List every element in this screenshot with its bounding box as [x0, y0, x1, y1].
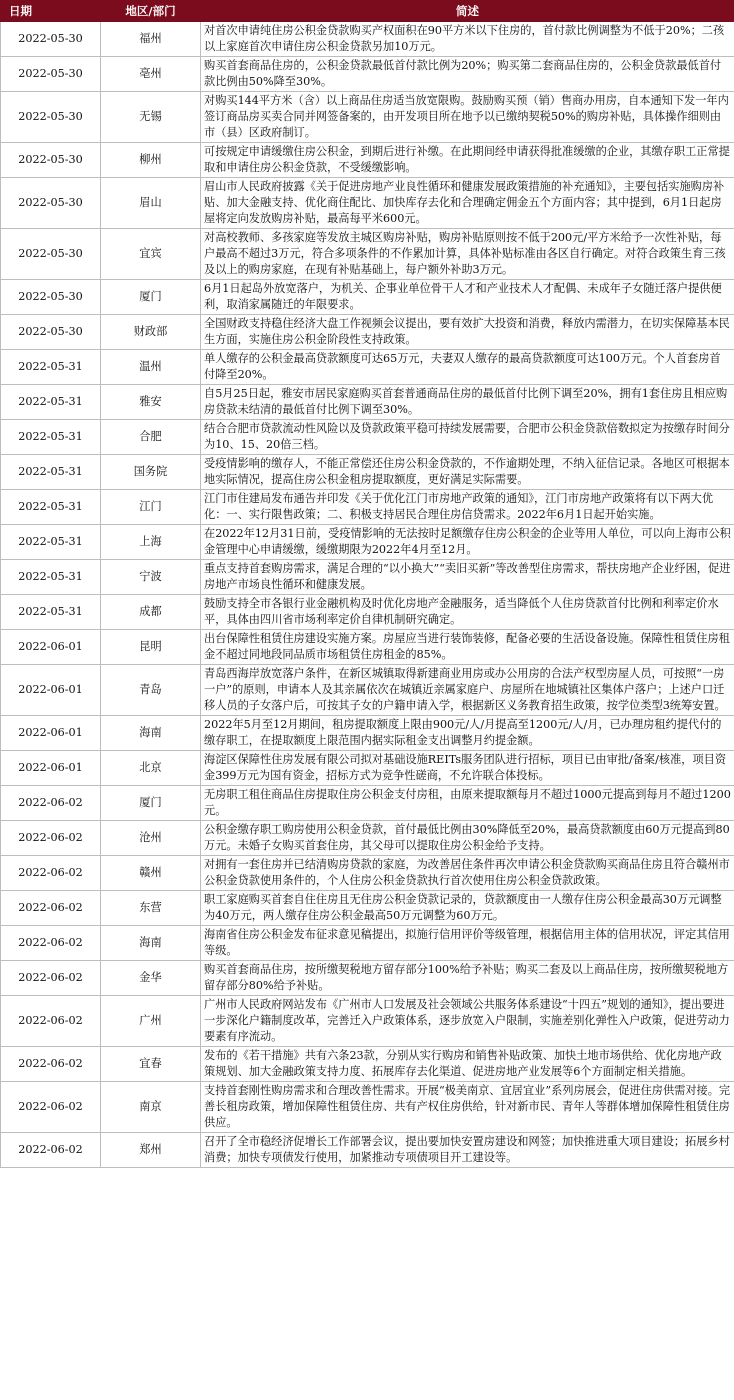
row-description: 职工家庭购买首套自住住房且无住房公积金贷款记录的，贷款额度由一人缴存住房公积金最高30万元调整为40万元，两人缴存住房公积金最高50万元调整为60万元。	[201, 891, 734, 926]
table-row	[1, 891, 734, 926]
row-description: 结合合肥市贷款流动性风险以及贷款政策平稳可持续发展需要，合肥市公积金贷款倍数拟定为按缴存时间分为10、15、20倍三档。	[201, 420, 734, 455]
row-region: 合肥	[101, 420, 201, 455]
row-description: 受疫情影响的缴存人，不能正常偿还住房公积金贷款的，不作逾期处理，不纳入征信记录。各地区可根据本地实际情况，提高住房公积金租房提取额度，更好满足实际需要。	[201, 455, 734, 490]
row-region: 财政部	[101, 315, 201, 350]
row-date: 2022-05-30	[1, 280, 101, 315]
row-date: 2022-05-31	[1, 385, 101, 420]
table-row	[1, 751, 734, 786]
row-description: 6月1日起岛外放宽落户，为机关、企事业单位骨干人才和产业技术人才配偶、未成年子女随迁落户提供便利，取消家属随迁的年限要求。	[201, 280, 734, 315]
row-region: 江门	[101, 490, 201, 525]
table-row	[1, 143, 734, 178]
row-description: 自5月25日起，雅安市居民家庭购买首套普通商品住房的最低首付比例下调至20%，拥有1套住房且相应购房贷款未结清的最低首付比例下调至30%。	[201, 385, 734, 420]
row-region: 海南	[101, 716, 201, 751]
row-description: 在2022年12月31日前，受疫情影响的无法按时足额缴存住房公积金的企业等用人单位，可以向上海市公积金管理中心申请缓缴，缓缴期限为2022年4月至12月。	[201, 525, 734, 560]
row-description: 无房职工租住商品住房提取住房公积金支付房租，由原来提取额每月不超过1000元提高到每月不超过1200元。	[201, 786, 734, 821]
row-region: 厦门	[101, 786, 201, 821]
row-date: 2022-05-30	[1, 229, 101, 280]
table-row	[1, 229, 734, 280]
row-date: 2022-06-02	[1, 891, 101, 926]
row-date: 2022-05-30	[1, 22, 101, 57]
row-date: 2022-05-31	[1, 455, 101, 490]
row-region: 厦门	[101, 280, 201, 315]
row-date: 2022-05-31	[1, 420, 101, 455]
row-date: 2022-06-02	[1, 821, 101, 856]
row-region: 沧州	[101, 821, 201, 856]
row-date: 2022-06-01	[1, 751, 101, 786]
row-description: 对拥有一套住房并已结清购房贷款的家庭，为改善居住条件再次申请公积金贷款购买商品住房且符合赣州市公积金贷款使用条件的，个人住房公积金贷款执行首次使用住房公积金贷款政策。	[201, 856, 734, 891]
table-row	[1, 92, 734, 143]
table-row	[1, 385, 734, 420]
row-region: 北京	[101, 751, 201, 786]
row-date: 2022-06-02	[1, 926, 101, 961]
row-region: 昆明	[101, 630, 201, 665]
row-description: 江门市住建局发布通告并印发《关于优化江门市房地产政策的通知》，江门市房地产政策将有以下两大优化：一、实行限售政策；二、积极支持居民合理住房信贷需求。2022年6月1日起开始实施。	[201, 490, 734, 525]
row-description: 眉山市人民政府披露《关于促进房地产业良性循环和健康发展政策措施的补充通知》，主要包括实施购房补贴、加大金融支持、优化商住配比、加快库存去化和合理确定佣金五个方面内容；其中提到，6月1日起房屋将定向发放购房补贴，最高每平米600元。	[201, 178, 734, 229]
row-date: 2022-06-02	[1, 1133, 101, 1168]
row-description: 广州市人民政府网站发布《广州市人口发展及社会领域公共服务体系建设“十四五”规划的通知》，提出要进一步深化户籍制度改革，完善迁入户政策体系，逐步放宽入户限制，实施差别化弹性入户政策，促进劳动力要素有序流动。	[201, 996, 734, 1047]
row-description: 召开了全市稳经济促增长工作部署会议，提出要加快安置房建设和网签；加快推进重大项目建设；拓展乡村消费；加快专项债发行使用，加紧推动专项债项目开工建设等。	[201, 1133, 734, 1168]
row-region: 国务院	[101, 455, 201, 490]
row-description: 对高校教师、多孩家庭等发放主城区购房补贴，购房补贴原则按不低于200元/平方米给予一次性补贴，每户最高不超过3万元，符合多项条件的不作累加计算，具体补贴标准由各区自行确定。对符合政策生育三孩及以上的购房家庭，在现有补贴基础上，每户额外补助3万元。	[201, 229, 734, 280]
column-header-date: 日期	[1, 1, 101, 22]
row-description: 购买首套商品住房的，公积金贷款最低首付款比例为20%；购买第二套商品住房的，公积金贷款最低首付款比例由50%降至30%。	[201, 57, 734, 92]
table-body	[1, 22, 734, 1168]
row-region: 成都	[101, 595, 201, 630]
row-description: 青岛西海岸放宽落户条件，在新区城镇取得新建商业用房或办公用房的合法产权型房屋人员，可按照“一房一户”的原则，申请本人及其亲属依次在城镇近亲属家庭户、房屋所在地城镇社区集体户落户；上述户口迁移人员的子女落户后，可按其子女的户籍申请入学，根据新区义务教育招生政策，按学位类型3统筹安置。	[201, 665, 734, 716]
table-row	[1, 786, 734, 821]
table-row	[1, 490, 734, 525]
row-date: 2022-05-31	[1, 595, 101, 630]
row-date: 2022-06-02	[1, 786, 101, 821]
row-region: 福州	[101, 22, 201, 57]
row-region: 郑州	[101, 1133, 201, 1168]
row-description: 对首次申请纯住房公积金贷款购买产权面积在90平方米以下住房的，首付款比例调整为不低于20%；二孩以上家庭首次申请住房公积金贷款另加10万元。	[201, 22, 734, 57]
row-description: 支持首套刚性购房需求和合理改善性需求。开展“极美南京、宜居宜业”系列房展会，促进住房供需对接。完善长租房政策，增加保障性租赁住房、共有产权住房供给，针对新市民、青年人等群体增加保障性租赁住房供应。	[201, 1082, 734, 1133]
row-region: 上海	[101, 525, 201, 560]
row-region: 金华	[101, 961, 201, 996]
row-date: 2022-06-01	[1, 716, 101, 751]
table-row	[1, 630, 734, 665]
row-description: 发布的《若干措施》共有六条23款，分别从实行购房和销售补贴政策、加快土地市场供给、优化房地产政策规划、加大金融政策支持力度、拓展库存去化渠道、促进房地产业发展等6个方面制定相关措施。	[201, 1047, 734, 1082]
row-region: 赣州	[101, 856, 201, 891]
table-header-row	[1, 1, 734, 22]
row-region: 南京	[101, 1082, 201, 1133]
row-date: 2022-06-01	[1, 665, 101, 716]
row-date: 2022-05-31	[1, 490, 101, 525]
row-region: 宁波	[101, 560, 201, 595]
table-row	[1, 22, 734, 57]
table-row	[1, 961, 734, 996]
row-description: 出台保障性租赁住房建设实施方案。房屋应当进行装饰装修，配备必要的生活设备设施。保障性租赁住房租金不超过同地段同品质市场租赁住房租金的85%。	[201, 630, 734, 665]
table-row	[1, 178, 734, 229]
row-region: 柳州	[101, 143, 201, 178]
row-description: 海南省住房公积金发布征求意见稿提出，拟施行信用评价等级管理，根据信用主体的信用状况，评定其信用等级。	[201, 926, 734, 961]
table-row	[1, 821, 734, 856]
row-date: 2022-06-02	[1, 1082, 101, 1133]
row-date: 2022-05-30	[1, 92, 101, 143]
row-region: 东营	[101, 891, 201, 926]
table-row	[1, 280, 734, 315]
row-description: 全国财政支持稳住经济大盘工作视频会议提出，要有效扩大投资和消费，释放内需潜力，在切实保障基本民生方面，实施住房公积金阶段性支持政策。	[201, 315, 734, 350]
row-region: 青岛	[101, 665, 201, 716]
table-row	[1, 525, 734, 560]
row-date: 2022-06-02	[1, 1047, 101, 1082]
row-region: 海南	[101, 926, 201, 961]
row-date: 2022-06-01	[1, 630, 101, 665]
column-header-region: 地区/部门	[101, 1, 201, 22]
table-row	[1, 1082, 734, 1133]
row-region: 亳州	[101, 57, 201, 92]
table-row	[1, 996, 734, 1047]
row-date: 2022-05-31	[1, 560, 101, 595]
row-date: 2022-05-30	[1, 315, 101, 350]
table-row	[1, 856, 734, 891]
row-region: 眉山	[101, 178, 201, 229]
table-row	[1, 595, 734, 630]
row-description: 重点支持首套购房需求，满足合理的“以小换大”“卖旧买新”等改善型住房需求，帮扶房地产企业纾困，促进房地产市场良性循环和健康发展。	[201, 560, 734, 595]
table-row	[1, 926, 734, 961]
table-row	[1, 1133, 734, 1168]
table-row	[1, 315, 734, 350]
row-description: 可按规定申请缓缴住房公积金，到期后进行补缴。在此期间经申请获得批准缓缴的企业，其缴存职工正常提取和申请住房公积金贷款，不受缓缴影响。	[201, 143, 734, 178]
row-description: 公积金缴存职工购房使用公积金贷款，首付最低比例由30%降低至20%，最高贷款额度由60万元提高到80万元。未婚子女购买首套住房，其父母可以提取住房公积金给予支持。	[201, 821, 734, 856]
row-region: 宜春	[101, 1047, 201, 1082]
table-row	[1, 350, 734, 385]
table-row	[1, 57, 734, 92]
row-description: 2022年5月至12月期间，租房提取额度上限由900元/人/月提高至1200元/人/月，已办理房租约提代付的缴存职工，在提取额度上限范围内据实际租金支出调整月约提金额。	[201, 716, 734, 751]
row-date: 2022-05-30	[1, 143, 101, 178]
table-row	[1, 455, 734, 490]
row-description: 鼓励支持全市各银行业金融机构及时优化房地产金融服务，适当降低个人住房贷款首付比例和利率定价水平，具体由四川省市场利率定价自律机制研究确定。	[201, 595, 734, 630]
row-description: 对购买144平方米（含）以上商品住房适当放宽限购。鼓励购买预（销）售商办用房，自本通知下发一年内签订商品房买卖合同并网签备案的，由开发项目所在地予以已缴纳契税50%的购房补贴，具体操作细则由市（县）区政府制订。	[201, 92, 734, 143]
row-date: 2022-05-30	[1, 178, 101, 229]
table-row	[1, 420, 734, 455]
row-date: 2022-05-31	[1, 350, 101, 385]
row-region: 宜宾	[101, 229, 201, 280]
row-region: 温州	[101, 350, 201, 385]
row-description: 购买首套商品住房，按所缴契税地方留存部分100%给予补贴；购买二套及以上商品住房，按所缴契税地方留存部分80%给予补贴。	[201, 961, 734, 996]
row-date: 2022-06-02	[1, 961, 101, 996]
row-region: 广州	[101, 996, 201, 1047]
row-description: 海淀区保障性住房发展有限公司拟对基础设施REITs服务团队进行招标，项目已由审批/备案/核准，项目资金399万元为国有资金，招标方式为竞争性磋商，不允许联合体投标。	[201, 751, 734, 786]
row-region: 无锡	[101, 92, 201, 143]
row-date: 2022-05-30	[1, 57, 101, 92]
table-row	[1, 716, 734, 751]
row-date: 2022-05-31	[1, 525, 101, 560]
column-header-description: 简述	[201, 1, 734, 22]
row-description: 单人缴存的公积金最高贷款额度可达65万元，夫妻双人缴存的最高贷款额度可达100万元。个人首套房首付降至20%。	[201, 350, 734, 385]
table-row	[1, 560, 734, 595]
row-date: 2022-06-02	[1, 856, 101, 891]
row-region: 雅安	[101, 385, 201, 420]
row-date: 2022-06-02	[1, 996, 101, 1047]
table-row	[1, 665, 734, 716]
table-row	[1, 1047, 734, 1082]
